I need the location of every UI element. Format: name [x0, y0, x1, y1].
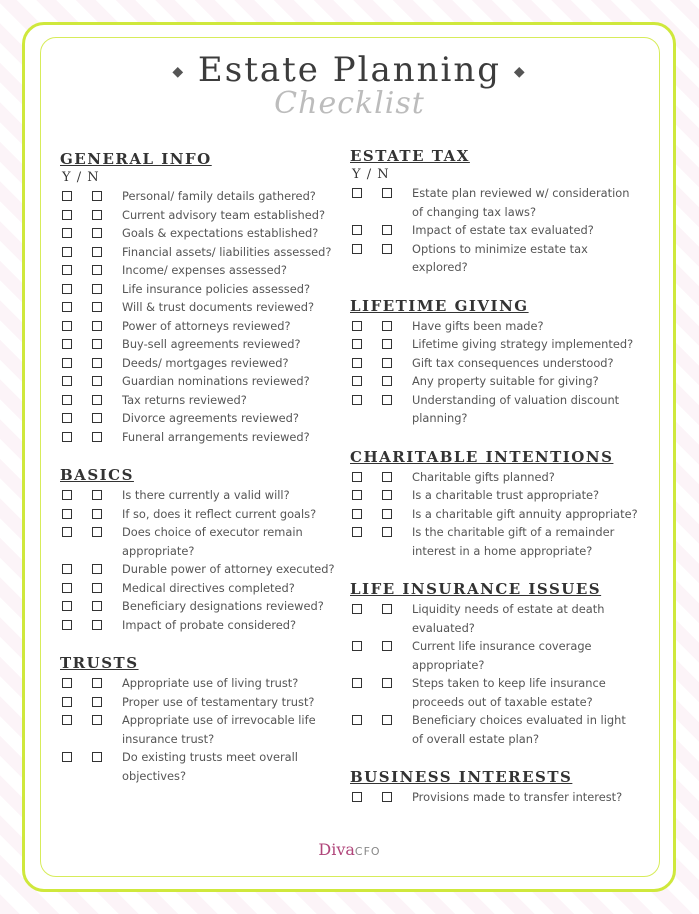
checklist-item-label: Estate plan reviewed w/ consideration of changing tax laws?: [412, 186, 630, 219]
checklist-item-label: Tax returns reviewed?: [122, 392, 247, 407]
no-checkbox[interactable]: [382, 678, 392, 688]
checklist-item-label: Does choice of executor remain appropriate?: [122, 525, 303, 558]
no-checkbox[interactable]: [382, 358, 392, 368]
yes-checkbox[interactable]: [62, 752, 72, 762]
section-heading: CHARITABLE INTENTIONS: [350, 447, 614, 466]
checklist-item-label: Current advisory team established?: [122, 207, 326, 222]
section-heading: LIFETIME GIVING: [350, 296, 529, 315]
yes-checkbox[interactable]: [352, 509, 362, 519]
checklist-item-label: If so, does it reflect current goals?: [122, 506, 317, 521]
checklist-item-label: Funeral arrangements reviewed?: [122, 429, 310, 444]
no-checkbox[interactable]: [382, 604, 392, 614]
no-checkbox[interactable]: [92, 697, 102, 707]
no-checkbox[interactable]: [92, 413, 102, 423]
checklist-item: [60, 523, 350, 560]
no-checkbox[interactable]: [382, 395, 392, 405]
section-heading: BUSINESS INTERESTS: [350, 768, 573, 786]
no-checkbox[interactable]: [92, 302, 102, 312]
checklist-item-label: Lifetime giving strategy implemented?: [412, 337, 634, 351]
checklist-item-label: Divorce agreements reviewed?: [122, 411, 299, 425]
yes-checkbox[interactable]: [352, 715, 362, 725]
checklist-item: [350, 600, 640, 637]
no-checkbox[interactable]: [92, 490, 102, 500]
no-checkbox[interactable]: [92, 321, 102, 331]
checklist-item-label: Appropriate use of irrevocable life insurance trust?: [122, 713, 316, 746]
checklist-item: [350, 221, 640, 240]
checklist-item: [60, 560, 350, 579]
checklist-item-label: Impact of probate considered?: [122, 617, 297, 632]
checklist-item: [60, 354, 350, 373]
yes-checkbox[interactable]: [62, 321, 72, 331]
checklist-item: [60, 616, 350, 635]
checklist-item: [60, 224, 350, 243]
yes-checkbox[interactable]: [62, 413, 72, 423]
yes-checkbox[interactable]: [62, 583, 72, 593]
yes-checkbox[interactable]: [352, 321, 362, 331]
no-checkbox[interactable]: [92, 228, 102, 238]
page-title: [0, 50, 699, 90]
no-checkbox[interactable]: [382, 509, 392, 519]
checklist-item: [350, 674, 640, 711]
yes-checkbox[interactable]: [62, 432, 72, 442]
section-trusts: [60, 654, 350, 785]
checklist-item: [60, 674, 350, 693]
checklist-item-label: Impact of estate tax evaluated?: [412, 223, 594, 237]
checklist-item: [60, 505, 350, 524]
no-checkbox[interactable]: [92, 191, 102, 201]
checklist-item: [60, 261, 350, 280]
no-checkbox[interactable]: [92, 376, 102, 386]
section-charitable-intentions: [350, 448, 640, 561]
section-heading: GENERAL INFO: [60, 150, 212, 168]
yes-checkbox[interactable]: [352, 527, 362, 537]
yes-checkbox[interactable]: [62, 358, 72, 368]
checklist-item-label: Charitable gifts planned?: [412, 469, 555, 484]
yes-checkbox[interactable]: [62, 191, 72, 201]
page-subtitle: Checklist: [274, 86, 425, 121]
yes-checkbox[interactable]: [352, 244, 362, 254]
checklist-item: [60, 187, 350, 206]
checklist-item-label: Life insurance policies assessed?: [122, 281, 310, 296]
yes-checkbox[interactable]: [62, 265, 72, 275]
checklist-item: [60, 335, 350, 354]
checklist-item-label: Beneficiary designations reviewed?: [122, 599, 324, 613]
checklist-item-label: Personal/ family details gathered?: [122, 189, 316, 203]
yes-checkbox[interactable]: [352, 395, 362, 405]
section-heading: BASICS: [60, 466, 134, 484]
checklist-item-label: Gift tax consequences understood?: [412, 355, 614, 370]
yes-checkbox[interactable]: [62, 228, 72, 238]
checklist-item: [60, 597, 350, 616]
yes-checkbox[interactable]: [352, 376, 362, 386]
checklist-item: [350, 317, 640, 336]
checklist-item-label: Any property suitable for giving?: [412, 374, 599, 388]
yes-checkbox[interactable]: [62, 715, 72, 725]
left-column: [60, 150, 350, 805]
checklist-item: [60, 428, 350, 447]
yes-checkbox[interactable]: [62, 395, 72, 405]
checklist-item-label: Is the charitable gift of a remainder interest in a home appropriate?: [412, 525, 615, 558]
checklist-item-label: Deeds/ mortgages reviewed?: [122, 355, 289, 370]
checklist-item-label: Power of attorneys reviewed?: [122, 318, 291, 333]
no-checkbox[interactable]: [382, 472, 392, 482]
yes-checkbox[interactable]: [62, 247, 72, 257]
yes-checkbox[interactable]: [352, 339, 362, 349]
no-checkbox[interactable]: [92, 247, 102, 257]
yes-checkbox[interactable]: [62, 210, 72, 220]
no-checkbox[interactable]: [382, 244, 392, 254]
no-checkbox[interactable]: [92, 678, 102, 688]
checklist-item: [350, 354, 640, 373]
no-checkbox[interactable]: [92, 395, 102, 405]
checklist-item: [350, 468, 640, 487]
checklist-item-label: Appropriate use of living trust?: [122, 676, 299, 690]
section-life-insurance-issues: [350, 580, 640, 748]
checklist-item: [60, 711, 350, 748]
brand-suffix: CFO: [354, 845, 381, 858]
no-checkbox[interactable]: [92, 210, 102, 220]
no-checkbox[interactable]: [92, 265, 102, 275]
checklist-item-label: Goals & expectations established?: [122, 226, 319, 240]
footer-brand: [0, 840, 699, 859]
checklist-item-label: Financial assets/ liabilities assessed?: [122, 244, 332, 259]
checklist-item: [350, 184, 640, 221]
section-lifetime-giving: [350, 297, 640, 428]
no-checkbox[interactable]: [382, 715, 392, 725]
checklist-item-label: Is a charitable trust appropriate?: [412, 488, 600, 502]
checklist-item-label: Is there currently a valid will?: [122, 488, 290, 502]
yes-checkbox[interactable]: [352, 188, 362, 198]
no-checkbox[interactable]: [92, 583, 102, 593]
section-general-info: [60, 150, 350, 446]
checklist-item-label: Do existing trusts meet overall objectives?: [122, 750, 298, 783]
yes-checkbox[interactable]: [62, 284, 72, 294]
checklist-item-label: Steps taken to keep life insurance proceeds out of taxable estate?: [412, 676, 606, 709]
yes-checkbox[interactable]: [352, 472, 362, 482]
section-estate-tax: [350, 147, 640, 277]
checklist-item: [350, 505, 640, 524]
checklist-item-label: Is a charitable gift annuity appropriate?: [412, 506, 638, 521]
checklist-item: [60, 748, 350, 785]
checklist-item: [350, 335, 640, 354]
checklist-item: [60, 298, 350, 317]
diamond-right-icon: ◆: [513, 64, 527, 80]
yes-checkbox[interactable]: [352, 490, 362, 500]
checklist-item: [60, 317, 350, 336]
no-checkbox[interactable]: [92, 432, 102, 442]
section-heading: TRUSTS: [60, 654, 139, 672]
checklist-item: [60, 579, 350, 598]
no-checkbox[interactable]: [92, 509, 102, 519]
no-checkbox[interactable]: [382, 527, 392, 537]
checklist-item: [60, 409, 350, 428]
yes-no-label: Y / N: [352, 167, 390, 182]
checklist-item-label: Liquidity needs of estate at death evaluated?: [412, 602, 605, 635]
checklist-item-label: Beneficiary choices evaluated in light of overall estate plan?: [412, 713, 626, 746]
checklist-item-label: Have gifts been made?: [412, 318, 544, 333]
no-checkbox[interactable]: [382, 376, 392, 386]
checklist-item-label: Understanding of valuation discount planning?: [412, 392, 620, 425]
checklist-item: [60, 391, 350, 410]
checklist-item-label: Medical directives completed?: [122, 580, 295, 595]
checklist-item-label: Durable power of attorney executed?: [122, 562, 335, 576]
checklist-item-label: Options to minimize estate tax explored?: [412, 241, 588, 274]
no-checkbox[interactable]: [92, 358, 102, 368]
no-checkbox[interactable]: [92, 715, 102, 725]
checklist-item: [350, 788, 640, 807]
section-business-interests: [350, 768, 640, 807]
checklist-item: [350, 637, 640, 674]
no-checkbox[interactable]: [92, 620, 102, 630]
no-checkbox[interactable]: [382, 792, 392, 802]
no-checkbox[interactable]: [382, 188, 392, 198]
brand-name: Diva: [318, 840, 355, 859]
checklist-item: [60, 206, 350, 225]
no-checkbox[interactable]: [92, 527, 102, 537]
yes-checkbox[interactable]: [62, 376, 72, 386]
yes-checkbox[interactable]: [62, 302, 72, 312]
checklist-item: [350, 391, 640, 428]
checklist-item: [350, 240, 640, 277]
yes-checkbox[interactable]: [352, 792, 362, 802]
no-checkbox[interactable]: [382, 339, 392, 349]
checklist-item: [60, 280, 350, 299]
no-checkbox[interactable]: [92, 284, 102, 294]
no-checkbox[interactable]: [92, 752, 102, 762]
no-checkbox[interactable]: [92, 339, 102, 349]
checklist-item: [350, 486, 640, 505]
checklist-item: [350, 372, 640, 391]
section-heading: LIFE INSURANCE ISSUES: [350, 580, 602, 598]
checklist-item: [60, 693, 350, 712]
checklist-item-label: Current life insurance coverage appropriate?: [412, 639, 592, 672]
no-checkbox[interactable]: [382, 321, 392, 331]
yes-checkbox[interactable]: [352, 678, 362, 688]
right-column: [350, 147, 640, 827]
section-heading: ESTATE TAX: [350, 147, 470, 165]
checklist-item: [60, 486, 350, 505]
diamond-left-icon: ◆: [172, 64, 186, 80]
yes-checkbox[interactable]: [62, 527, 72, 537]
title-text: Estate Planning: [197, 50, 502, 90]
no-checkbox[interactable]: [382, 641, 392, 651]
yes-checkbox[interactable]: [62, 601, 72, 611]
yes-checkbox[interactable]: [62, 564, 72, 574]
yes-checkbox[interactable]: [352, 641, 362, 651]
yes-checkbox[interactable]: [352, 604, 362, 614]
checklist-item-label: Will & trust documents reviewed?: [122, 300, 314, 314]
checklist-item: [350, 523, 640, 560]
yes-checkbox[interactable]: [62, 620, 72, 630]
yes-checkbox[interactable]: [62, 509, 72, 519]
no-checkbox[interactable]: [382, 225, 392, 235]
checklist-item-label: Guardian nominations reviewed?: [122, 374, 310, 388]
yes-checkbox[interactable]: [352, 225, 362, 235]
yes-no-label: Y / N: [62, 170, 100, 185]
checklist-item: [60, 372, 350, 391]
section-basics: [60, 466, 350, 634]
checklist-item: [60, 243, 350, 262]
no-checkbox[interactable]: [382, 490, 392, 500]
checklist-item-label: Buy-sell agreements reviewed?: [122, 337, 301, 351]
yes-checkbox[interactable]: [62, 697, 72, 707]
yes-checkbox[interactable]: [62, 678, 72, 688]
yes-checkbox[interactable]: [62, 490, 72, 500]
checklist-item-label: Income/ expenses assessed?: [122, 263, 287, 277]
no-checkbox[interactable]: [92, 564, 102, 574]
no-checkbox[interactable]: [92, 601, 102, 611]
checklist-item: [350, 711, 640, 748]
yes-checkbox[interactable]: [62, 339, 72, 349]
yes-checkbox[interactable]: [352, 358, 362, 368]
checklist-item-label: Provisions made to transfer interest?: [412, 790, 623, 804]
checklist-item-label: Proper use of testamentary trust?: [122, 694, 315, 709]
